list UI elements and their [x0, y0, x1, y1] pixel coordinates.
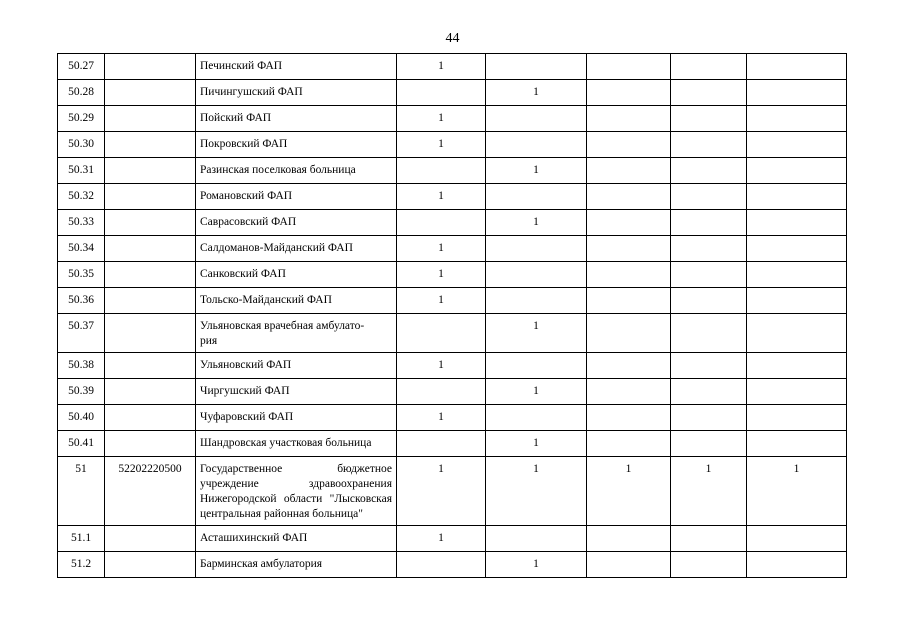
col3-cell	[587, 210, 671, 236]
row-number-cell: 50.32	[58, 184, 105, 210]
row-number-cell: 50.41	[58, 431, 105, 457]
code-cell	[105, 314, 196, 353]
col1-cell	[397, 552, 486, 578]
code-cell	[105, 552, 196, 578]
col1-cell	[397, 314, 486, 353]
col4-cell	[671, 158, 747, 184]
col5-cell	[747, 526, 847, 552]
col4-cell	[671, 353, 747, 379]
facility-name-cell: Ульяновская врачебная амбулато- рия	[196, 314, 397, 353]
col4-cell	[671, 106, 747, 132]
row-number-cell: 50.35	[58, 262, 105, 288]
col5-cell	[747, 431, 847, 457]
col4-cell	[671, 132, 747, 158]
col5-cell	[747, 106, 847, 132]
code-cell: 52202220500	[105, 457, 196, 526]
col2-cell	[486, 132, 587, 158]
col4-cell	[671, 379, 747, 405]
col4-cell: 1	[671, 457, 747, 526]
facility-name-cell: Асташихинский ФАП	[196, 526, 397, 552]
code-cell	[105, 526, 196, 552]
col3-cell	[587, 552, 671, 578]
col4-cell	[671, 405, 747, 431]
code-cell	[105, 54, 196, 80]
table-row	[58, 262, 847, 288]
facility-name-cell: Печинский ФАП	[196, 54, 397, 80]
col2-cell	[486, 405, 587, 431]
col1-cell: 1	[397, 457, 486, 526]
col2-cell	[486, 288, 587, 314]
row-number-cell: 50.27	[58, 54, 105, 80]
col4-cell	[671, 314, 747, 353]
facility-name-cell: Салдоманов-Майданский ФАП	[196, 236, 397, 262]
col1-cell: 1	[397, 236, 486, 262]
row-number-cell: 50.30	[58, 132, 105, 158]
col2-cell	[486, 526, 587, 552]
col3-cell	[587, 314, 671, 353]
col2-cell: 1	[486, 379, 587, 405]
facility-name-cell: Чуфаровский ФАП	[196, 405, 397, 431]
code-cell	[105, 184, 196, 210]
col2-cell: 1	[486, 210, 587, 236]
code-cell	[105, 106, 196, 132]
table-row	[58, 54, 847, 80]
col1-cell	[397, 158, 486, 184]
table-row	[58, 158, 847, 184]
table-row	[58, 132, 847, 158]
col3-cell	[587, 184, 671, 210]
table-row	[58, 379, 847, 405]
table-body	[58, 54, 847, 578]
row-number-cell: 51	[58, 457, 105, 526]
col2-cell	[486, 236, 587, 262]
code-cell	[105, 132, 196, 158]
col3-cell	[587, 54, 671, 80]
table-row	[58, 552, 847, 578]
row-number-cell: 50.34	[58, 236, 105, 262]
table-row	[58, 288, 847, 314]
table-row	[58, 353, 847, 379]
row-number-cell: 50.40	[58, 405, 105, 431]
col4-cell	[671, 262, 747, 288]
row-number-cell: 50.38	[58, 353, 105, 379]
table-row	[58, 431, 847, 457]
col3-cell	[587, 262, 671, 288]
code-cell	[105, 405, 196, 431]
col2-cell: 1	[486, 80, 587, 106]
code-cell	[105, 353, 196, 379]
facility-name-cell: Шандровская участковая больница	[196, 431, 397, 457]
col2-cell: 1	[486, 457, 587, 526]
row-number-cell: 51.2	[58, 552, 105, 578]
col3-cell	[587, 106, 671, 132]
facility-name-cell: Покровский ФАП	[196, 132, 397, 158]
col4-cell	[671, 80, 747, 106]
col5-cell	[747, 132, 847, 158]
facility-name-cell: Тольско-Майданский ФАП	[196, 288, 397, 314]
table-row	[58, 526, 847, 552]
col1-cell: 1	[397, 54, 486, 80]
col4-cell	[671, 526, 747, 552]
facility-name-cell: Государственное бюджетное учреждение здравоохранения Нижегородской области "Лысковская центральная районная больница"	[196, 457, 397, 526]
facility-name-cell: Пойский ФАП	[196, 106, 397, 132]
col3-cell	[587, 158, 671, 184]
col4-cell	[671, 210, 747, 236]
col1-cell: 1	[397, 132, 486, 158]
col5-cell	[747, 288, 847, 314]
col1-cell: 1	[397, 288, 486, 314]
col3-cell	[587, 353, 671, 379]
page-number: 44	[445, 31, 460, 46]
table-row	[58, 236, 847, 262]
col4-cell	[671, 288, 747, 314]
facility-name-cell: Разинская поселковая больница	[196, 158, 397, 184]
facility-name-cell: Барминская амбулатория	[196, 552, 397, 578]
facility-name-cell: Санковский ФАП	[196, 262, 397, 288]
col3-cell	[587, 80, 671, 106]
col5-cell	[747, 405, 847, 431]
facility-name-cell: Романовский ФАП	[196, 184, 397, 210]
table-row	[58, 314, 847, 353]
col1-cell	[397, 431, 486, 457]
table-row	[58, 210, 847, 236]
code-cell	[105, 431, 196, 457]
col5-cell	[747, 210, 847, 236]
col5-cell	[747, 236, 847, 262]
table-row	[58, 405, 847, 431]
col1-cell: 1	[397, 353, 486, 379]
row-number-cell: 50.31	[58, 158, 105, 184]
col5-cell	[747, 314, 847, 353]
col4-cell	[671, 54, 747, 80]
col3-cell	[587, 236, 671, 262]
col1-cell	[397, 379, 486, 405]
col2-cell	[486, 184, 587, 210]
col1-cell: 1	[397, 262, 486, 288]
facilities-table	[57, 53, 847, 578]
col2-cell	[486, 262, 587, 288]
table-row	[58, 106, 847, 132]
col4-cell	[671, 552, 747, 578]
col1-cell: 1	[397, 184, 486, 210]
facility-name-cell: Чиргушский ФАП	[196, 379, 397, 405]
code-cell	[105, 236, 196, 262]
col2-cell	[486, 106, 587, 132]
col5-cell: 1	[747, 457, 847, 526]
row-number-cell: 50.33	[58, 210, 105, 236]
col4-cell	[671, 236, 747, 262]
col1-cell	[397, 80, 486, 106]
row-number-cell: 50.39	[58, 379, 105, 405]
col3-cell	[587, 431, 671, 457]
code-cell	[105, 262, 196, 288]
table-row	[58, 80, 847, 106]
facility-name-cell: Саврасовский ФАП	[196, 210, 397, 236]
col4-cell	[671, 431, 747, 457]
col2-cell: 1	[486, 158, 587, 184]
col5-cell	[747, 158, 847, 184]
table-row	[58, 457, 847, 526]
code-cell	[105, 288, 196, 314]
col4-cell	[671, 184, 747, 210]
col2-cell: 1	[486, 314, 587, 353]
row-number-cell: 50.36	[58, 288, 105, 314]
col3-cell	[587, 405, 671, 431]
col1-cell: 1	[397, 405, 486, 431]
col5-cell	[747, 184, 847, 210]
col2-cell: 1	[486, 431, 587, 457]
code-cell	[105, 80, 196, 106]
facility-name-cell: Ульяновский ФАП	[196, 353, 397, 379]
col3-cell	[587, 132, 671, 158]
col5-cell	[747, 353, 847, 379]
col5-cell	[747, 552, 847, 578]
col5-cell	[747, 80, 847, 106]
col5-cell	[747, 379, 847, 405]
row-number-cell: 50.28	[58, 80, 105, 106]
col3-cell	[587, 526, 671, 552]
col3-cell	[587, 379, 671, 405]
col2-cell	[486, 353, 587, 379]
table-row	[58, 184, 847, 210]
code-cell	[105, 210, 196, 236]
col5-cell	[747, 262, 847, 288]
col1-cell: 1	[397, 106, 486, 132]
col2-cell: 1	[486, 552, 587, 578]
col1-cell	[397, 210, 486, 236]
col3-cell: 1	[587, 457, 671, 526]
col2-cell	[486, 54, 587, 80]
row-number-cell: 50.37	[58, 314, 105, 353]
col5-cell	[747, 54, 847, 80]
code-cell	[105, 158, 196, 184]
col1-cell: 1	[397, 526, 486, 552]
row-number-cell: 51.1	[58, 526, 105, 552]
col3-cell	[587, 288, 671, 314]
row-number-cell: 50.29	[58, 106, 105, 132]
facility-name-cell: Пичингушский ФАП	[196, 80, 397, 106]
code-cell	[105, 379, 196, 405]
